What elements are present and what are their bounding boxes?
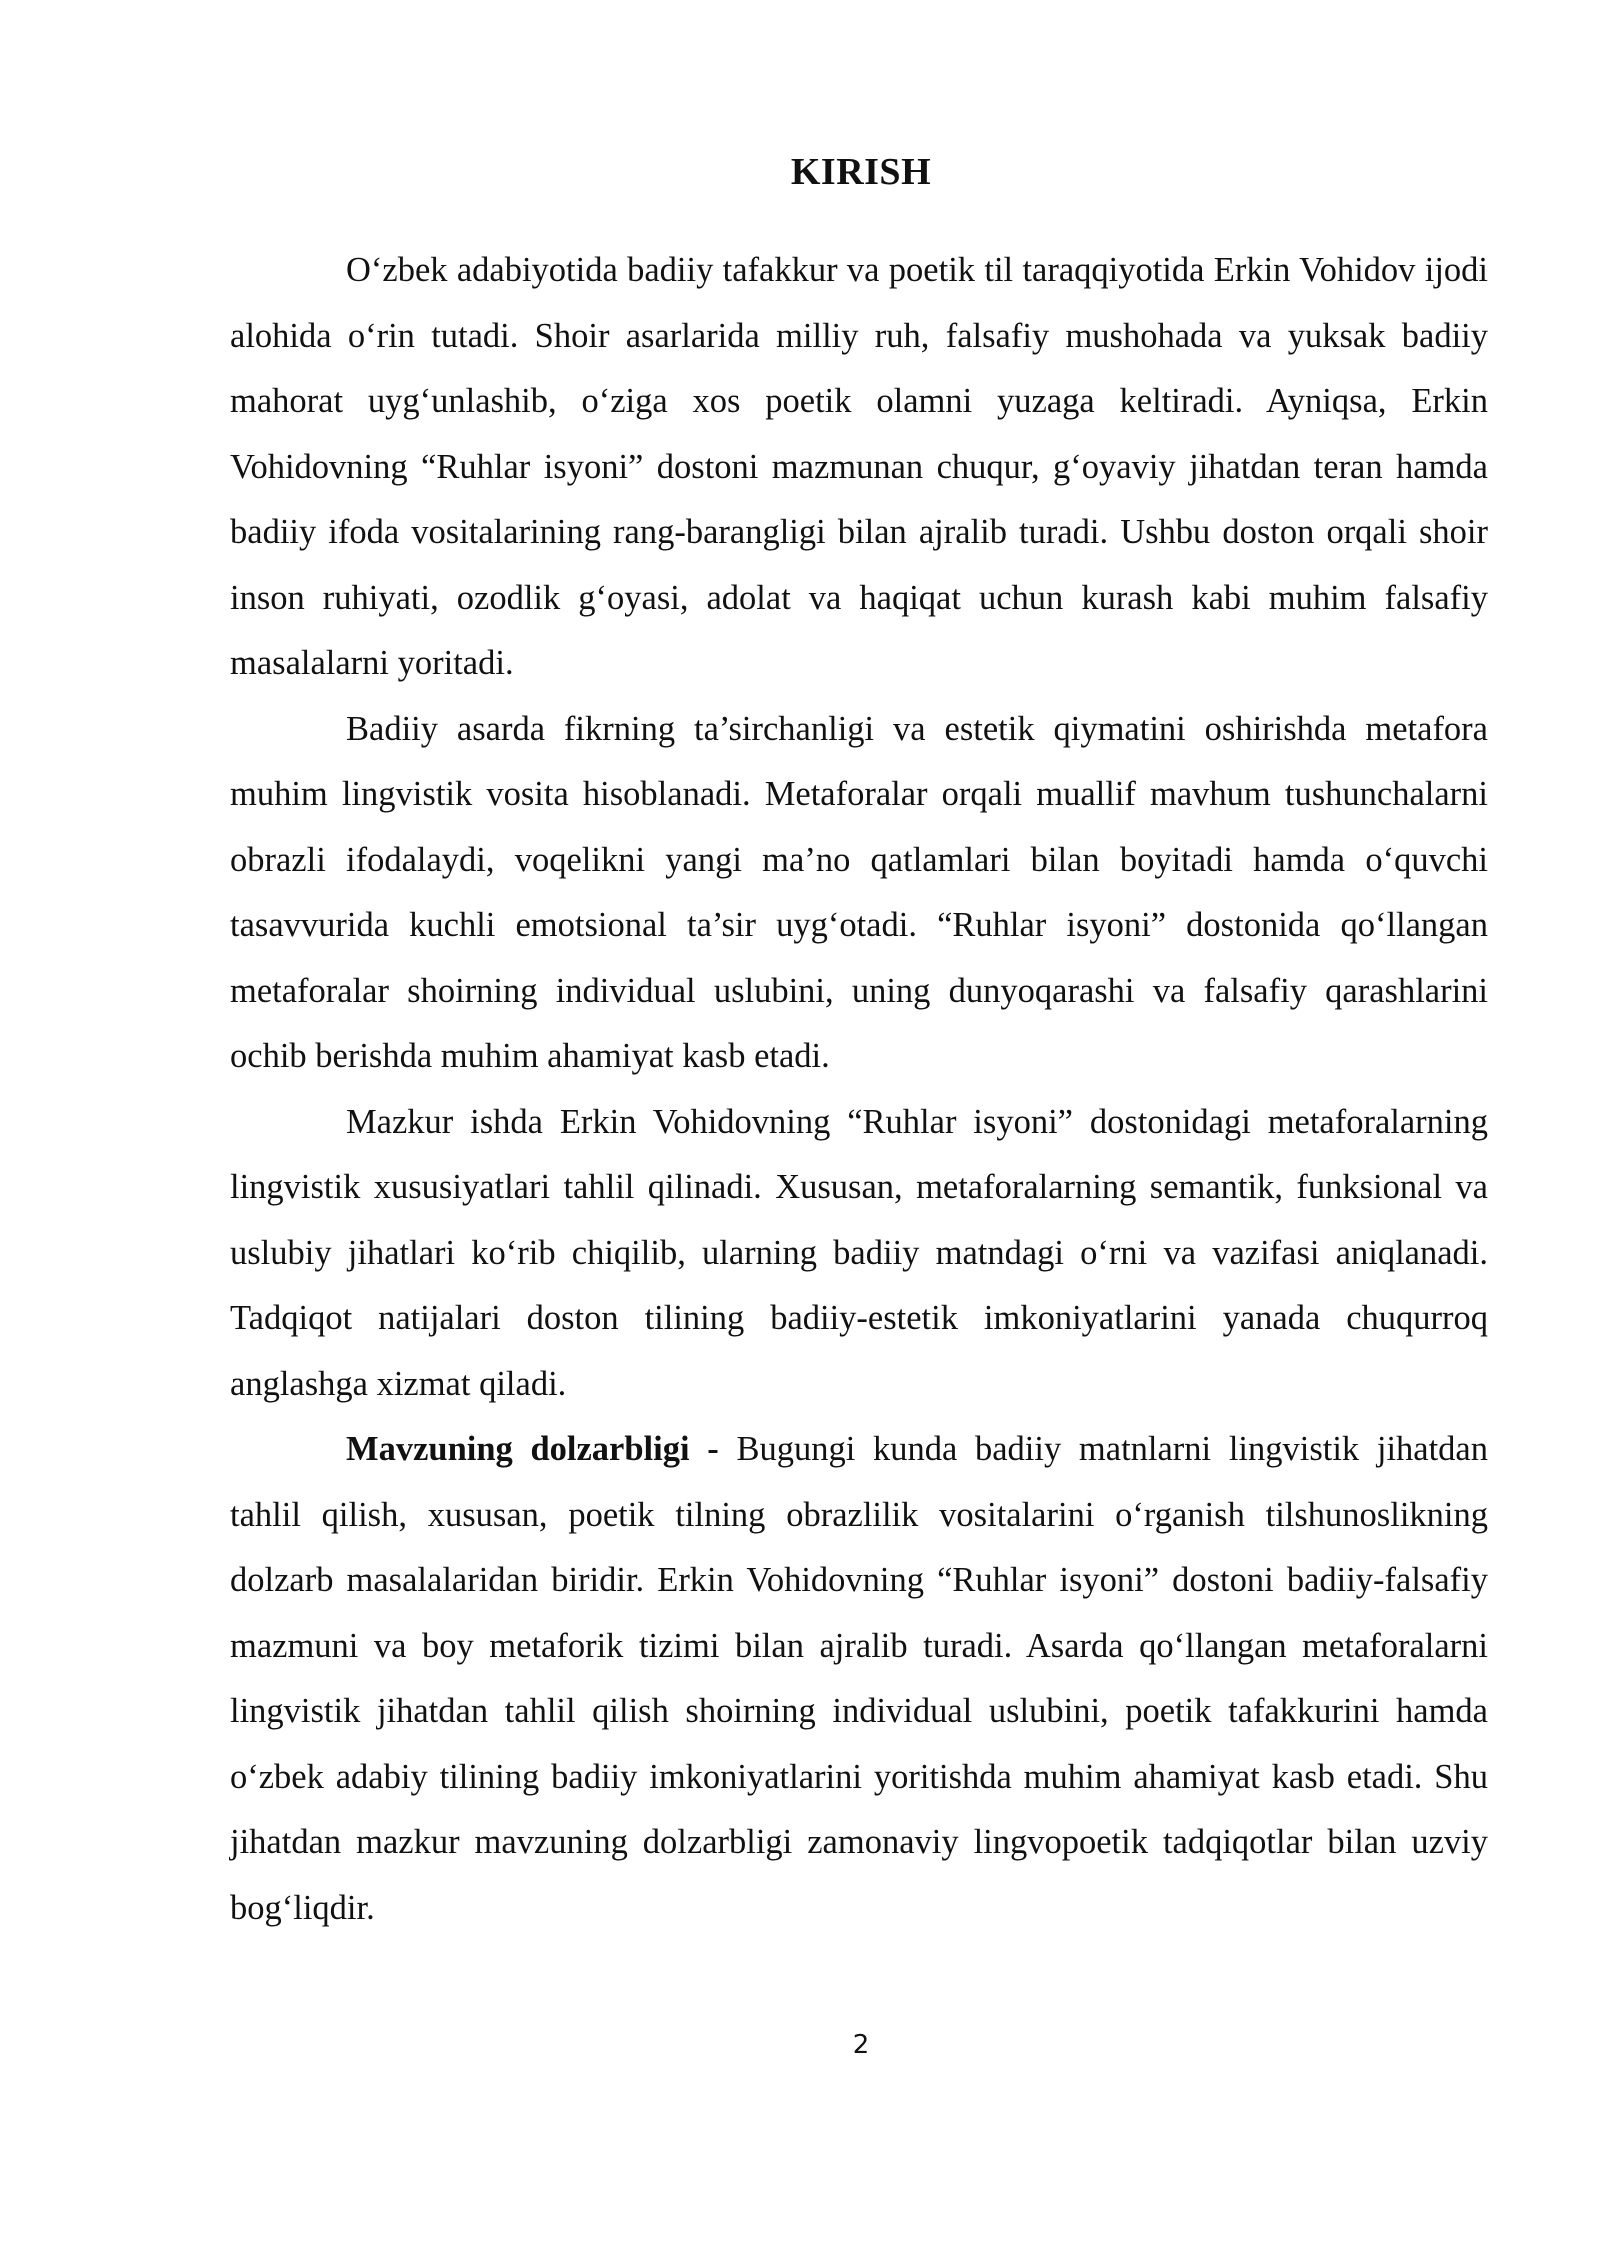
paragraph-text: Mazkur ishda Erkin Vohidovning “Ruhlar isyoni” dostonidagi metaforalarning lingvistik xususiyatlari tahlil qilinadi. Xususan, metaforalarning semantik, funksional va uslubiy jihatlari ko‘rib chiqilib, ularning badiiy matndagi o‘rni va vazifasi aniqlanadi. Tadqiqot natijalari doston tilining badiiy-estetik imkoniyatlarini yanada chuqurroq anglashga xizmat qiladi. (230, 1102, 1488, 1403)
paragraph-3 (230, 1090, 1488, 1418)
paragraph-4 (230, 1417, 1488, 1941)
paragraph-text: Badiiy asarda fikrning ta’sirchanligi va estetik qiymatini oshirishda metafora muhim lingvistik vosita hisoblanadi. Metaforalar orqali muallif mavhum tushunchalarni obrazli ifodalaydi, voqelikni yangi ma’no qatlamlari bilan boyitadi hamda o‘quvchi tasavvurida kuchli emotsional ta’sir uyg‘otadi. “Ruhlar isyoni” dostonida qo‘llangan metaforalar shoirning individual uslubini, uning dunyoqarashi va falsafiy qarashlarini ochib berishda muhim ahamiyat kasb etadi. (230, 709, 1488, 1075)
section-title: KIRISH (790, 151, 932, 193)
page-number: 2 (852, 2030, 870, 2060)
body-text (230, 238, 1488, 1941)
paragraph-text: O‘zbek adabiyotida badiiy tafakkur va poetik til taraqqiyotida Erkin Vohidov ijodi alohida o‘rin tutadi. Shoir asarlarida milliy ruh, falsafiy mushohada va yuksak badiiy mahorat uyg‘unlashib, o‘ziga xos poetik olamni yuzaga keltiradi. Ayniqsa, Erkin Vohidovning “Ruhlar isyoni” dostoni mazmunan chuqur, g‘oyaviy jihatdan teran hamda badiiy ifoda vositalarining rang-barangligi bilan ajralib turadi. Ushbu doston orqali shoir inson ruhiyati, ozodlik g‘oyasi, adolat va haqiqat uchun kurash kabi muhim falsafiy masalalarni yoritadi. (230, 251, 1488, 682)
paragraph-lead: Mavzuning dolzarbligi - (346, 1430, 719, 1468)
paragraph-1 (230, 238, 1488, 697)
paragraph-text: Bugungi kunda badiiy matnlarni lingvistik jihatdan tahlil qilish, xususan, poetik tilning obrazlilik vositalarini o‘rganish tilshunoslikning dolzarb masalalaridan biridir. Erkin Vohidovning “Ruhlar isyoni” dostoni badiiy-falsafiy mazmuni va boy metaforik tizimi bilan ajralib turadi. Asarda qo‘llangan metaforalarni lingvistik jihatdan tahlil qilish shoirning individual uslubini, poetik tafakkurini hamda o‘zbek adabiy tilining badiiy imkoniyatlarini yoritishda muhim ahamiyat kasb etadi. Shu jihatdan mazkur mavzuning dolzarbligi zamonaviy lingvopoetik tadqiqotlar bilan uzviy bog‘liqdir. (230, 1430, 1488, 1927)
paragraph-2 (230, 697, 1488, 1090)
